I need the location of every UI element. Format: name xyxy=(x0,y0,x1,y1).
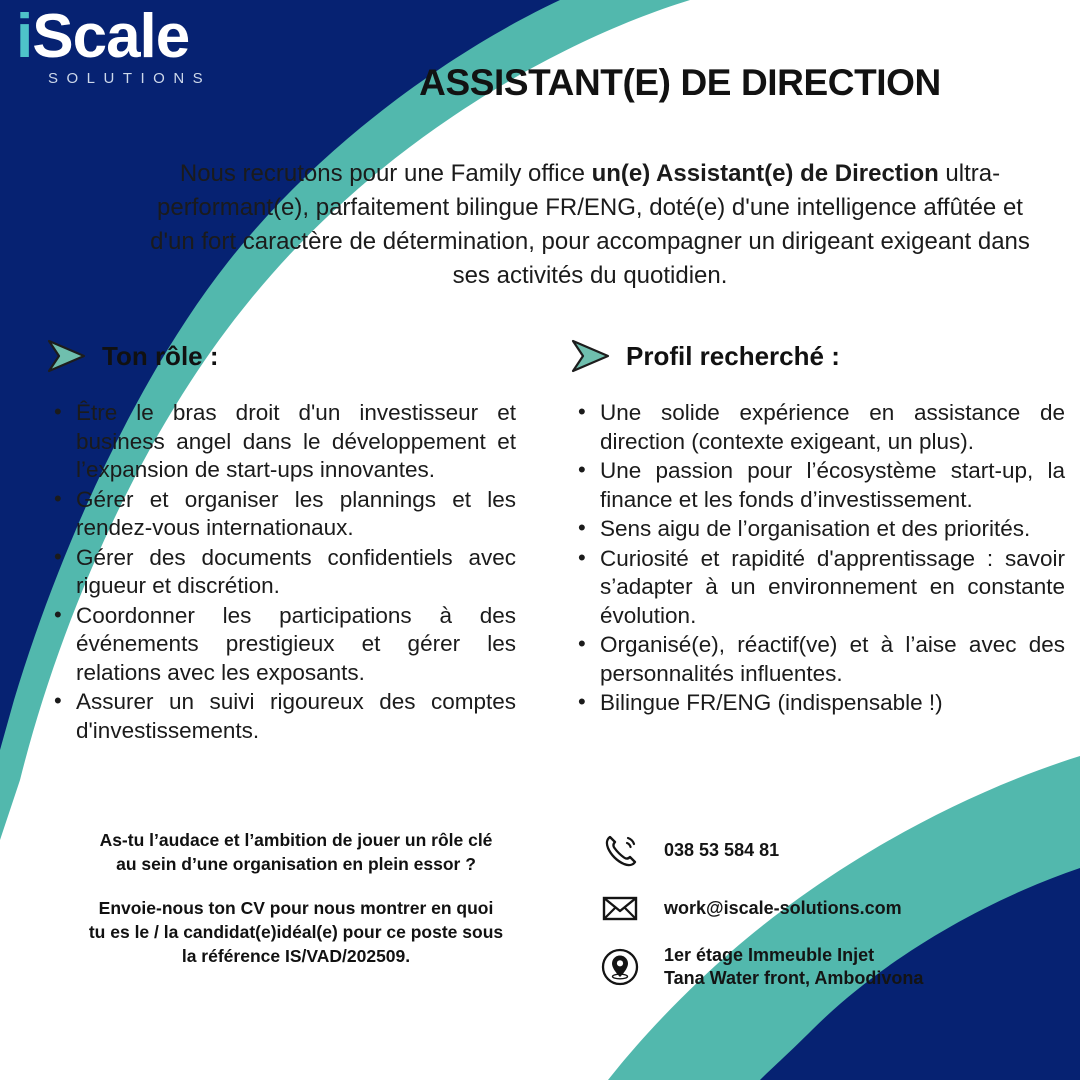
list-item xyxy=(570,631,1065,688)
address-line-1: 1er étage Immeuble Injet xyxy=(664,945,875,965)
list-item xyxy=(46,602,516,688)
list-item xyxy=(570,399,1065,456)
contact-phone-row[interactable] xyxy=(598,828,1018,872)
intro-part2: ultra-performant(e), parfaitement bilingue FR/ENG, doté(e) d'une intelligence affûtée et d'un fort caractère de détermination, pour accompagner un dirigeant exigeant dans ses activités du quotidien. xyxy=(150,160,1030,289)
role-list xyxy=(46,399,516,745)
phone-icon xyxy=(598,828,642,872)
contact-phone-text: 038 53 584 81 xyxy=(664,839,780,860)
call-to-action xyxy=(78,828,514,968)
contact-address-row[interactable] xyxy=(598,944,1018,990)
profile-item-text: Bilingue FR/ENG (indispensable !) xyxy=(600,690,943,715)
cta-line-5: la référence IS/VAD/202509. xyxy=(181,946,411,966)
section-profile-header xyxy=(570,335,1065,377)
role-item-text: Assurer un suivi rigoureux des comptes d'investissements. xyxy=(76,689,516,743)
cta-line-1: As-tu l’audace et l’ambition de jouer un rôle clé xyxy=(99,830,493,850)
list-item xyxy=(46,486,516,543)
cta-line-4: tu es le / la candidat(e)idéal(e) pour ce poste sous xyxy=(88,922,504,942)
profile-item-text: Curiosité et rapidité d'apprentissage : savoir s’adapter à un environnement en constante évolution. xyxy=(600,545,1065,628)
list-item xyxy=(570,689,1065,718)
logo-word-scale: Scale xyxy=(32,2,190,71)
role-item-text: Être le bras droit d'un investisseur et business angel dans le développement et l’expansion de start-ups innovantes. xyxy=(76,400,516,482)
list-item xyxy=(46,688,516,745)
envelope-icon xyxy=(598,886,642,930)
intro-part1: Nous recrutons pour une Family office xyxy=(179,160,592,187)
section-role xyxy=(46,335,516,746)
arrow-right-icon xyxy=(46,338,88,374)
profile-item-text: Sens aigu de l’organisation et des priorités. xyxy=(600,516,1031,541)
contact-email-row[interactable] xyxy=(598,886,1018,930)
arrow-right-icon xyxy=(570,338,612,374)
brand-logo xyxy=(16,2,256,116)
address-line-2: Tana Water front, Ambodivona xyxy=(664,968,924,988)
logo-wordmark xyxy=(16,2,256,71)
cta-line-2: au sein d’une organisation en plein essor ? xyxy=(116,854,476,874)
contact-block xyxy=(598,828,1018,1004)
intro-bold-role: un(e) Assistant(e) de Direction xyxy=(591,160,939,187)
section-role-title: Ton rôle : xyxy=(102,340,219,371)
list-item xyxy=(46,399,516,485)
list-item xyxy=(570,515,1065,544)
logo-tagline: SOLUTIONS xyxy=(48,70,212,87)
list-item xyxy=(570,457,1065,514)
profile-item-text: Une solide expérience en assistance de direction (contexte exigeant, un plus). xyxy=(600,400,1065,454)
role-item-text: Coordonner les participations à des événements prestigieux et gérer les relations avec les exposants. xyxy=(76,602,516,685)
logo-letter-i: i xyxy=(16,2,33,71)
section-profile-title: Profil recherché : xyxy=(626,340,840,371)
page-title: ASSISTANT(E) DE DIRECTION xyxy=(419,62,941,103)
contact-email-text: work@iscale-solutions.com xyxy=(664,897,902,918)
profile-list xyxy=(570,399,1065,718)
list-item xyxy=(570,545,1065,631)
role-item-text: Gérer et organiser les plannings et les rendez-vous internationaux. xyxy=(76,486,516,540)
section-profile xyxy=(570,335,1065,719)
map-pin-icon xyxy=(598,945,642,989)
cta-line-3: Envoie-nous ton CV pour nous montrer en quoi xyxy=(98,898,494,918)
contact-address-text xyxy=(664,944,923,990)
profile-item-text: Une passion pour l’écosystème start-up, la finance et les fonds d’investissement. xyxy=(600,458,1065,512)
role-item-text: Gérer des documents confidentiels avec rigueur et discrétion. xyxy=(76,544,516,598)
cta-spacer xyxy=(78,876,514,896)
section-role-header xyxy=(46,335,516,377)
intro-paragraph xyxy=(140,157,1040,293)
list-item xyxy=(46,544,516,601)
profile-item-text: Organisé(e), réactif(ve) et à l’aise avec des personnalités influentes. xyxy=(600,632,1065,686)
